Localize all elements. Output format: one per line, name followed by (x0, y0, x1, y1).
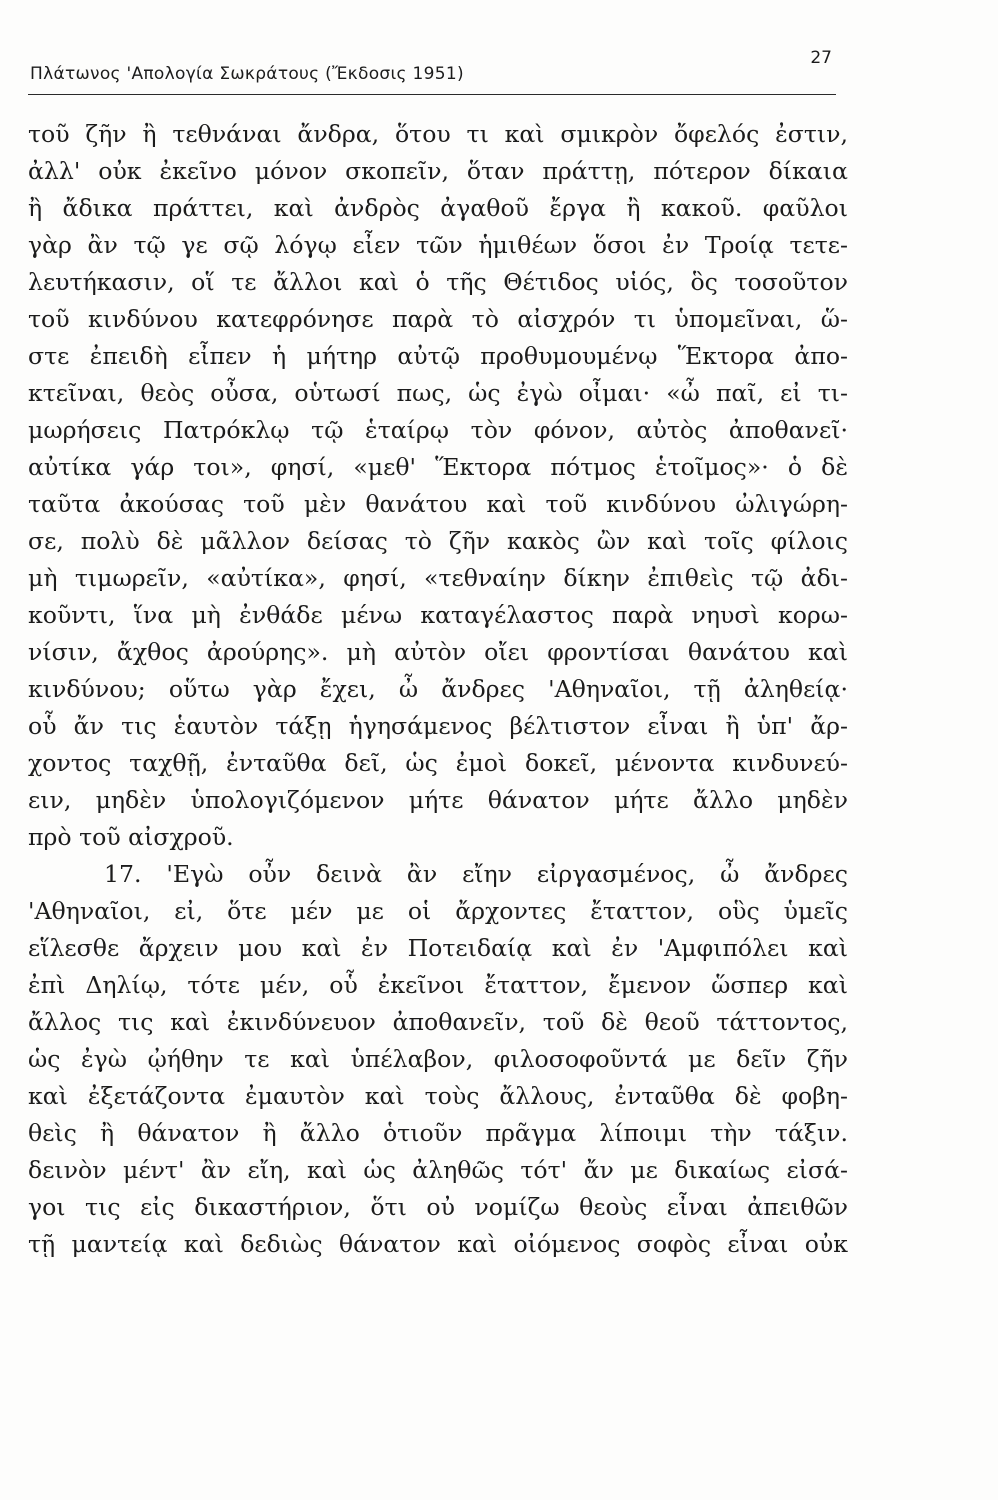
text-line: μὴ τιμωρεῖν, «αὐτίκα», φησί, «τεθναίην δίκην ἐπιθεὶς τῷ ἀδι- (28, 564, 848, 592)
running-header (28, 48, 836, 95)
text-line: ταῦτα ἀκούσας τοῦ μὲν θανάτου καὶ τοῦ κινδύνου ὠλιγώρη- (28, 490, 848, 518)
text-line: ἄλλος τις καὶ ἐκινδύνευον ἀποθανεῖν, τοῦ δὲ θεοῦ τάττοντος, (28, 1008, 848, 1036)
text-line: χοντος ταχθῇ, ἐνταῦθα δεῖ, ὡς ἐμοὶ δοκεῖ, μένοντα κινδυνεύ- (28, 749, 848, 777)
text-line: κτεῖναι, θεὸς οὖσα, οὑτωσί πως, ὡς ἐγὼ οἶμαι· «ὦ παῖ, εἰ τι- (28, 379, 848, 407)
text-line: 'Αθηναῖοι, εἰ, ὅτε μέν με οἱ ἄρχοντες ἔταττον, οὓς ὑμεῖς (28, 897, 848, 925)
text-line: ἢ ἄδικα πράττει, καὶ ἀνδρὸς ἀγαθοῦ ἔργα ἢ κακοῦ. φαῦλοι (28, 194, 848, 222)
text-line: σε, πολὺ δὲ μᾶλλον δείσας τὸ ζῆν κακὸς ὢν καὶ τοῖς φίλοις (28, 527, 848, 555)
text-line: γὰρ ἂν τῷ γε σῷ λόγῳ εἶεν τῶν ἡμιθέων ὅσοι ἐν Τροίᾳ τετε- (28, 231, 848, 259)
text-line: εἵλεσθε ἄρχειν μου καὶ ἐν Ποτειδαίᾳ καὶ ἐν 'Αμφιπόλει καὶ (28, 934, 848, 962)
text-line: ἀλλ' οὐκ ἐκεῖνο μόνον σκοπεῖν, ὅταν πράττῃ, πότερον δίκαια (28, 157, 848, 185)
text-line: τοῦ κινδύνου κατεφρόνησε παρὰ τὸ αἰσχρόν τι ὑπομεῖναι, ὥ- (28, 305, 848, 333)
text-line: ειν, μηδὲν ὑπολογιζόμενον μήτε θάνατον μήτε ἄλλο μηδὲν (28, 786, 848, 814)
text-line: θεὶς ἢ θάνατον ἢ ἄλλο ὁτιοῦν πρᾶγμα λίποιμι τὴν τάξιν. (28, 1119, 848, 1147)
text-line: κινδύνου; οὕτω γὰρ ἔχει, ὦ ἄνδρες 'Αθηναῖοι, τῇ ἀληθείᾳ· (28, 675, 848, 703)
text-line: λευτήκασιν, οἵ τε ἄλλοι καὶ ὁ τῆς Θέτιδος υἱός, ὃς τοσοῦτον (28, 268, 848, 296)
running-title: Πλάτωνος 'Απολογία Σωκράτους (Ἔκδοσις 1951) (30, 64, 464, 84)
text-line: οὗ ἄν τις ἑαυτὸν τάξῃ ἡγησάμενος βέλτιστον εἶναι ἢ ὑπ' ἄρ- (28, 712, 848, 740)
text-line: κοῦντι, ἵνα μὴ ἐνθάδε μένω καταγέλαστος παρὰ νηυσὶ κορω- (28, 601, 848, 629)
section-17-first-line: 17. 'Εγὼ οὖν δεινὰ ἂν εἴην εἰργασμένος, ὦ ἄνδρες (104, 860, 848, 888)
page-number: 27 (810, 48, 832, 68)
text-line: στε ἐπειδὴ εἶπεν ἡ μήτηρ αὐτῷ προθυμουμένῳ Ἕκτορα ἀπο- (28, 342, 848, 370)
text-line: νίσιν, ἄχθος ἀρούρης». μὴ αὐτὸν οἴει φροντίσαι θανάτου καὶ (28, 638, 848, 666)
text-line: δεινὸν μέντ' ἂν εἴη, καὶ ὡς ἀληθῶς τότ' ἄν με δικαίως εἰσά- (28, 1156, 848, 1184)
text-line: μωρήσεις Πατρόκλῳ τῷ ἑταίρῳ τὸν φόνον, αὐτὸς ἀποθανεῖ· (28, 416, 848, 444)
paragraph-end-line: πρὸ τοῦ αἰσχροῦ. (28, 823, 234, 851)
text-body (28, 116, 848, 1263)
text-line: καὶ ἐξετάζοντα ἐμαυτὸν καὶ τοὺς ἄλλους, ἐνταῦθα δὲ φοβη- (28, 1082, 848, 1110)
text-line: τοῦ ζῆν ἢ τεθνάναι ἄνδρα, ὅτου τι καὶ σμικρὸν ὄφελός ἐστιν, (28, 120, 848, 148)
text-line: ὡς ἐγὼ ᾠήθην τε καὶ ὑπέλαβον, φιλοσοφοῦντά με δεῖν ζῆν (28, 1045, 848, 1073)
text-line: αὐτίκα γάρ τοι», φησί, «μεθ' Ἕκτορα πότμος ἑτοῖμος»· ὁ δὲ (28, 453, 848, 481)
text-line: ἐπὶ Δηλίῳ, τότε μέν, οὗ ἐκεῖνοι ἔταττον, ἔμενον ὥσπερ καὶ (28, 971, 848, 999)
text-line: τῇ μαντείᾳ καὶ δεδιὼς θάνατον καὶ οἰόμενος σοφὸς εἶναι οὐκ (28, 1230, 848, 1258)
text-line: γοι τις εἰς δικαστήριον, ὅτι οὐ νομίζω θεοὺς εἶναι ἀπειθῶν (28, 1193, 848, 1221)
